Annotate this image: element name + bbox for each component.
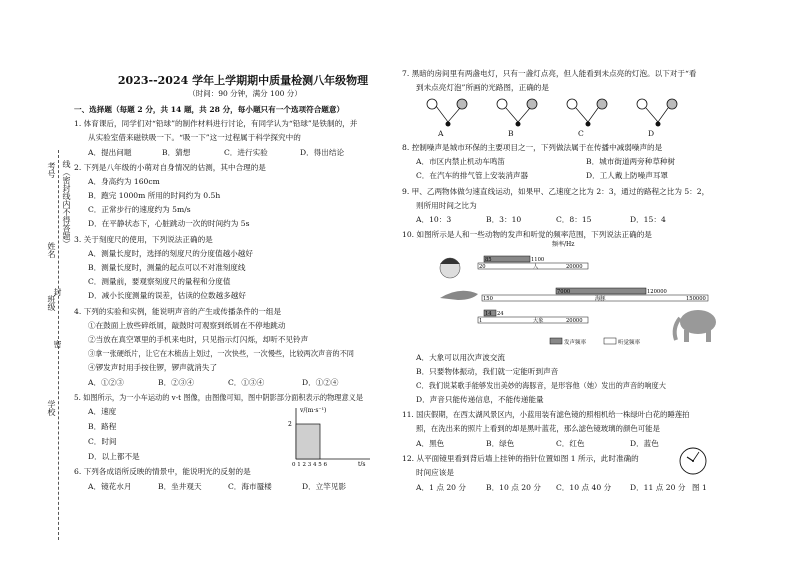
q12-text: 12. 从平面镜里看到背后墙上挂钟的指针位置如图 1 所示，此时准确的 [402, 454, 639, 463]
q8-option-c: C．在汽车的排气管上安装消声器 [416, 171, 529, 180]
q2-option-a: A．身高约为 160cm [88, 177, 160, 186]
seal-mark-2: 封 [53, 288, 62, 296]
q6-text: 6. 下列各成语所反映的情景中，能说明光的反射的是 [74, 467, 251, 476]
vt-ylabel: v/(m·s⁻¹) [300, 407, 327, 414]
emit-high-1: 120000 [647, 289, 667, 295]
q3-option-d: D．减小长度测量的误差，估读的位数越多越好 [88, 291, 246, 300]
human-figure [440, 258, 460, 278]
hear-low-1: 150 [483, 296, 493, 302]
id-label: 考号 [47, 162, 56, 178]
q12-option-d: D．11 点 20 分 [630, 483, 686, 492]
q3-text: 3. 关于刻度尺的使用，下列说法正确的是 [74, 235, 213, 244]
q12-option-b: B．10 点 20 分 [486, 483, 541, 492]
q5-text: 5. 如图所示，为一小车运动的 v-t 图像，由图像可知，图中阴影部分面积表示的物理意义是 [74, 393, 364, 402]
q9-option-c: C．8：15 [556, 215, 592, 224]
shaded-area [296, 424, 320, 459]
q2-option-d: D．在平静状态下，心脏跳动一次的时间约为 5s [88, 219, 250, 228]
q11-text: 11. 国庆假期，在西太湖风景区内，小蓝用装有滤色镜的照相机给一株绿叶白花的睡莲拍 [402, 410, 690, 419]
q8-option-b: B．城市街道两旁种草种树 [586, 157, 676, 166]
row-name-2: 大象 [533, 318, 544, 324]
emit-high-0: 1100 [531, 257, 545, 263]
q6-option-d: D．立竿见影 [302, 482, 347, 491]
hear-high-1: 150000 [686, 296, 706, 302]
q8-option-a: A．市区内禁止机动车鸣笛 [416, 157, 506, 166]
row-name-1: 海豚 [595, 296, 606, 302]
q3-option-c: C．测量前，要观察刻度尺的量程和分度值 [88, 277, 231, 286]
exam-meta: （时间：90 分钟，满分 100 分） [188, 89, 302, 98]
legend-swatch-emit [550, 338, 562, 344]
q1-option-d: D．得出结论 [300, 148, 345, 157]
legend-hear: 听觉频率 [618, 340, 641, 346]
q12-option-a: A．1 点 20 分 [416, 483, 467, 492]
emit-low-2: 14 [485, 311, 492, 317]
q10-option-c: C．我们说某歌手能够发出美妙的海豚音，是形容他（她）发出的声音的响度大 [416, 381, 666, 390]
q4-item-4: ④锣发声时用手按住锣，锣声就消失了 [88, 363, 218, 372]
q4-item-2: ②当放在真空罩里的手机来电时，只见指示灯闪烁，却听不见铃声 [88, 335, 309, 344]
vt-xlabel: t/s [358, 461, 366, 466]
q11-option-c: C．红色 [556, 439, 585, 448]
q6-option-a: A．镜花水月 [88, 482, 132, 491]
q11-option-d: D．蓝色 [630, 439, 659, 448]
q6-option-b: B．坐井观天 [158, 482, 202, 491]
q10-text: 10. 如图所示是人和一些动物的发声和听觉的频率范围，下列说法正确的是 [402, 230, 652, 239]
q9-option-b: B．3：10 [486, 215, 522, 224]
q7-option-d: D [648, 129, 655, 138]
q6-option-c: C．海市蜃楼 [228, 482, 272, 491]
q2-option-c: C．正常步行的速度约为 5m/s [88, 205, 191, 214]
hear-high-0: 20000 [566, 264, 583, 270]
q4-item-3: ③拿一张硬纸片，让它在木梳齿上划过，一次快些，一次慢些，比较两次声音的不同 [88, 349, 354, 358]
dolphin-figure [440, 291, 478, 300]
q9-option-d: D．15：4 [630, 215, 666, 224]
vt-graph [282, 404, 372, 466]
q1-option-b: B．猜想 [162, 148, 191, 157]
q5-option-c: C．时间 [88, 437, 117, 446]
q7-text: 7. 黑暗的房间里有两盏电灯，只有一盏灯点亮，但人能看到未点亮的灯泡。以下对于“看 [402, 69, 697, 78]
q11-option-a: A．黑色 [416, 439, 445, 448]
q4-option-d: D．①②④ [302, 378, 339, 387]
frequency-bars [478, 256, 708, 324]
q4-text: 4. 下列的实验和实例，能说明声音的产生或传播条件的一组是 [74, 307, 282, 316]
q5-option-d: D．以上都不是 [88, 452, 140, 461]
emit-low-1: 7000 [557, 289, 571, 295]
school-label: 学校 [47, 400, 56, 416]
q1-option-a: A．提出问题 [88, 148, 132, 157]
q7-text-2: 到未点亮灯泡”所画的光路图，正确的是 [416, 83, 549, 92]
q7-option-b: B [508, 129, 514, 138]
diagram-b [497, 99, 537, 127]
q8-text: 8. 控制噪声是城市环保的主要项目之一，下列做法属于在传播中减弱噪声的是 [402, 143, 663, 152]
frequency-chart [432, 238, 722, 348]
q9-text-2: 则所用时间之比为 [416, 201, 477, 210]
q5-option-b: B．路程 [88, 422, 117, 431]
q3-option-a: A．测量长度时，选择的刻度尺的分度值越小越好 [88, 249, 253, 258]
elephant-figure [675, 310, 716, 342]
hear-high-2: 20000 [566, 318, 583, 324]
q2-text: 2. 下列是八年级的小萌对自身情况的估测，其中合理的是 [74, 163, 266, 172]
q1-text-2: 从实验室借来磁铁吸一下。“吸一下”这一过程属于科学探究中的 [88, 133, 301, 142]
q4-option-b: B．②③④ [158, 378, 194, 387]
row-name-0: 人 [533, 264, 539, 270]
q10-option-a: A．大象可以用次声波交流 [416, 353, 506, 362]
chart-title: 频率/Hz [552, 241, 575, 248]
q10-option-d: D．声音只能传递信息，不能传递能量 [416, 395, 544, 404]
q12-text-2: 时间应该是 [416, 468, 454, 477]
q1-option-c: C．进行实验 [224, 148, 268, 157]
hear-low-0: 20 [479, 264, 486, 270]
q4-item-1: ①在鼓面上放些碎纸屑，敲鼓时可观察到纸屑在不停地跳动 [88, 321, 286, 330]
q9-option-a: A．10：3 [416, 215, 452, 224]
q7-light-diagrams [422, 94, 682, 136]
fig-1-label: 图 1 [692, 483, 707, 492]
q10-option-b: B．只要物体振动，我们就一定能听到声音 [416, 367, 559, 376]
hear-low-2: 1 [479, 318, 483, 324]
seal-mark-1: 密 [53, 340, 62, 348]
q7-option-a: A [438, 129, 444, 138]
seal-mark-3: 线（密封线内不得答题） [62, 160, 71, 248]
q1-text: 1. 体育课后，同学们对“铅球”的制作材料进行讨论，有同学认为“铅球”是铁制的，并 [74, 119, 358, 128]
q11-option-b: B．绿色 [486, 439, 515, 448]
q8-option-d: D．工人戴上防噪声耳罩 [586, 171, 669, 180]
vt-y-tick: 2 [288, 421, 292, 428]
diagram-c [567, 99, 607, 127]
legend-emit: 发声频率 [564, 340, 587, 346]
section-heading: 一、选择题（每题 2 分，共 14 题，共 28 分，每小题只有一个选项符合题意） [74, 105, 345, 114]
q2-option-b: B．跑完 1000m 所用的时间约为 0.5h [88, 191, 221, 200]
diagram-a [427, 99, 467, 127]
q11-text-2: 照，在洗出来的照片上看到的却是黑叶蓝花，那么滤色镜玻璃的颜色可能是 [416, 424, 660, 433]
q9-text: 9. 甲、乙两物体做匀速直线运动，如果甲、乙速度之比为 2：3，通过的路程之比为 5：2， [402, 187, 710, 196]
q7-option-c: C [578, 129, 584, 138]
emit-low-0: 85 [485, 257, 492, 263]
q5-option-a: A．速度 [88, 407, 117, 416]
class-label: 班级 [47, 295, 56, 311]
q4-option-c: C．①③④ [228, 378, 265, 387]
vt-x-ticks: 0 1 2 3 4 5 6 [292, 462, 327, 466]
exam-title: 2023--2024 学年上学期期中质量检测八年级物理 [117, 74, 369, 87]
legend-swatch-hear [604, 338, 616, 344]
diagram-d [637, 99, 677, 127]
q3-option-b: B．测量长度时，测量的起点可以不对准刻度线 [88, 263, 246, 272]
emit-high-2: 24 [497, 311, 504, 317]
q12-option-c: C．10 点 40 分 [556, 483, 612, 492]
clock-icon [678, 446, 708, 476]
q4-option-a: A．①②③ [88, 378, 124, 387]
name-label: 姓名 [47, 242, 56, 258]
binding-margin [38, 150, 71, 550]
